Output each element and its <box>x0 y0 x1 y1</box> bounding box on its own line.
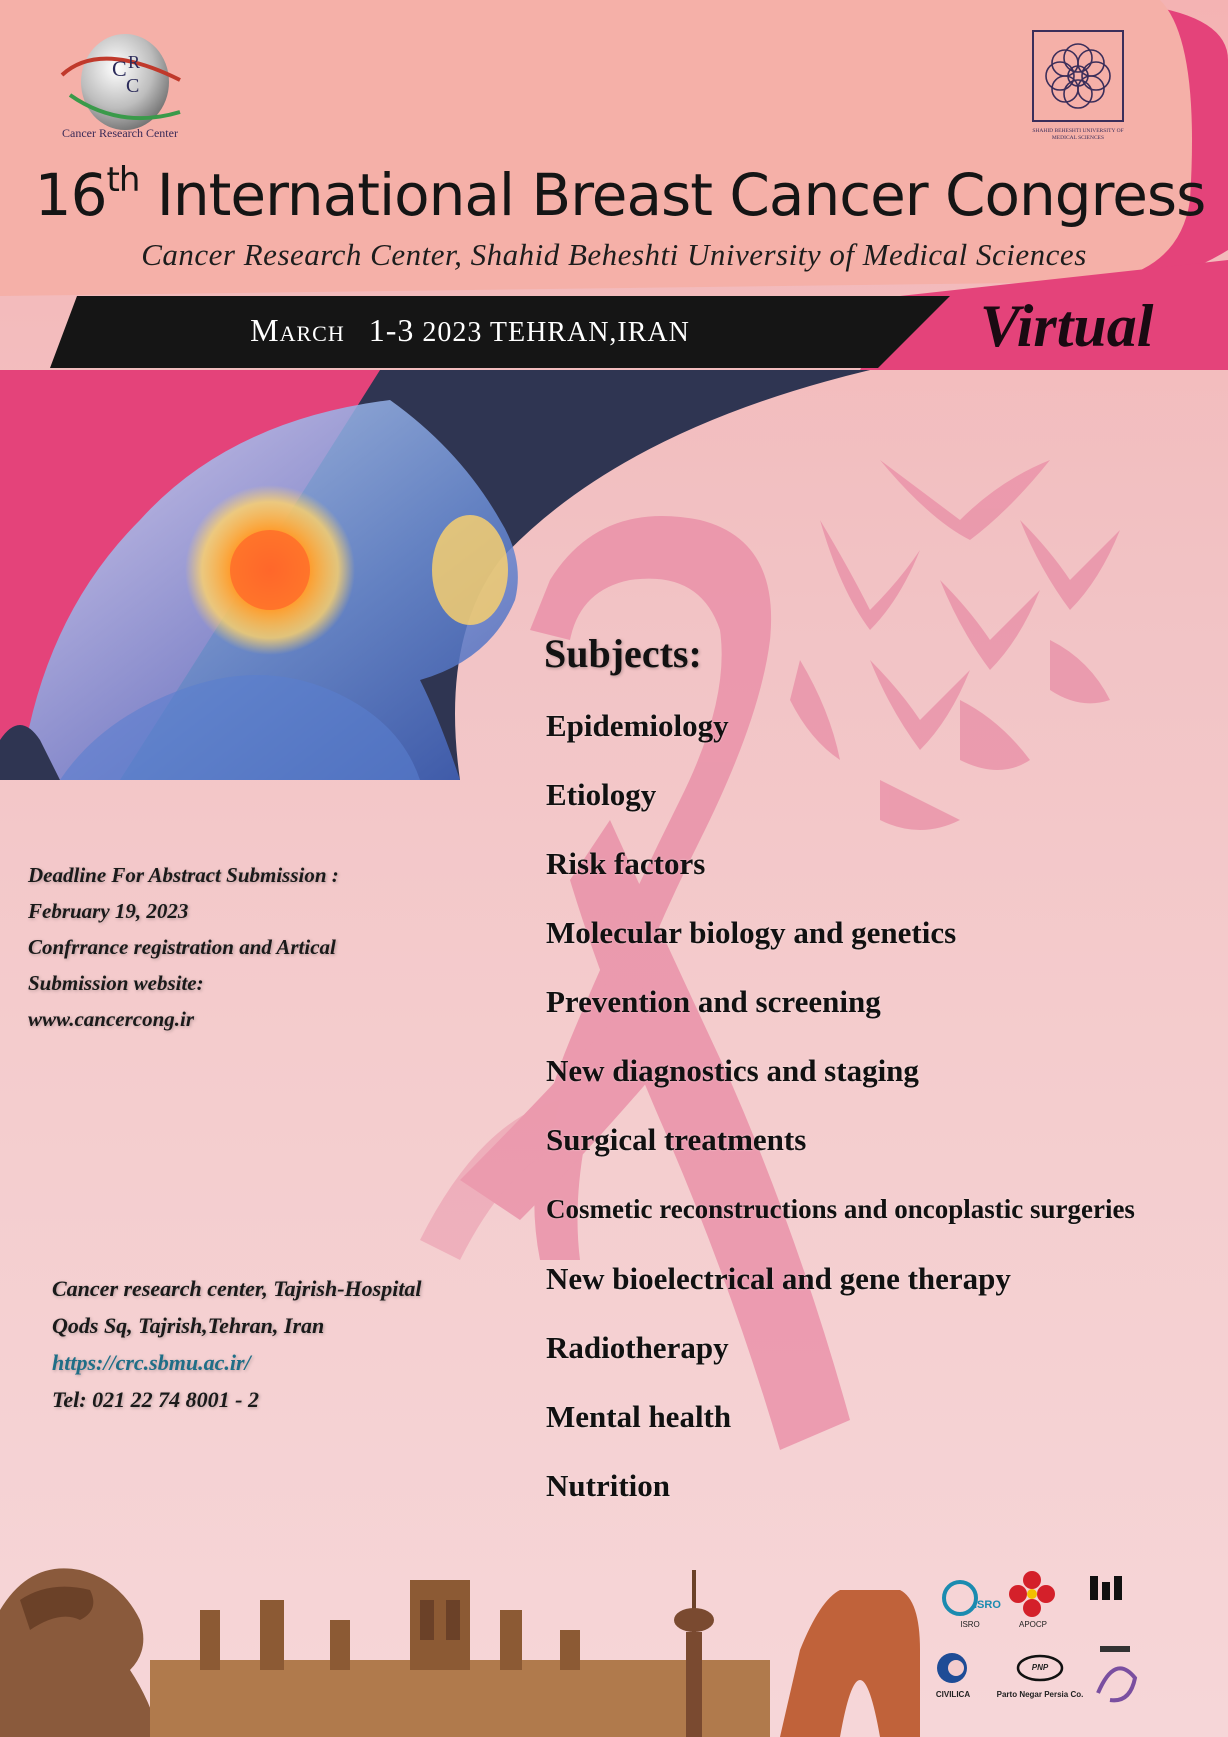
subject-item: Nutrition <box>546 1468 670 1503</box>
crc-logo <box>60 20 190 140</box>
pink-ribbon-birds <box>400 460 1220 1580</box>
date-days: 1-3 <box>368 312 415 348</box>
subject-item: Molecular biology and genetics <box>546 915 957 950</box>
deadline-date: February 19, 2023 <box>28 899 189 923</box>
sbmu-logo <box>1030 28 1126 124</box>
subject-item: Surgical treatments <box>546 1122 807 1157</box>
subject-item: Prevention and screening <box>546 984 881 1019</box>
subject-item: Etiology <box>546 777 657 812</box>
sbmu-caption: SHAHID BEHESHTI UNIVERSITY OF MEDICAL SCIENCES <box>1032 128 1124 141</box>
deadline-line: Confrrance registration and Artical <box>28 935 336 959</box>
title-number: 16 <box>34 161 107 229</box>
deadline-info <box>28 857 468 1037</box>
contact-info <box>52 1270 492 1418</box>
pnp-caption: PNP <box>1031 1663 1049 1672</box>
date-location: 2023 TEHRAN,IRAN <box>422 317 690 348</box>
subject-item: New diagnostics and staging <box>546 1053 919 1088</box>
congress-title <box>30 160 1210 229</box>
svg-text:R: R <box>128 52 141 72</box>
subject-item: New bioelectrical and gene therapy <box>546 1261 1011 1296</box>
apocp-caption: APOCP <box>1018 1620 1047 1629</box>
subject-item: Epidemiology <box>546 708 729 743</box>
svg-text:C: C <box>126 75 140 97</box>
date-month: March <box>250 312 345 348</box>
apocp-logo-icon <box>1009 1571 1055 1617</box>
virtual-label: Virtual <box>980 293 1154 359</box>
svg-text:C: C <box>112 56 127 81</box>
event-date <box>120 312 820 349</box>
subject-item: Mental health <box>546 1399 732 1434</box>
deadline-line: Submission website: <box>28 971 204 995</box>
civilica-logo-icon <box>937 1653 967 1683</box>
crc-caption: Cancer Research Center <box>62 126 178 140</box>
isro-caption: ISRO <box>960 1620 980 1629</box>
address-line: Cancer research center, Tajrish-Hospital <box>52 1276 422 1301</box>
title-main: International Breast Cancer Congress <box>139 161 1206 229</box>
crc-website-link[interactable]: https://crc.sbmu.ac.ir/ <box>52 1350 251 1375</box>
website-link[interactable]: www.cancercong.ir <box>28 1007 195 1031</box>
subject-item: Radiotherapy <box>546 1330 729 1365</box>
deadline-line: Deadline For Abstract Submission : <box>28 863 339 887</box>
persian-society-logo-icon <box>1090 1576 1122 1600</box>
civilica-caption: CIVILICA <box>935 1690 971 1699</box>
parto-caption: Parto Negar Persia Co. <box>996 1690 1084 1699</box>
subject-item: Risk factors <box>546 846 706 881</box>
congress-subtitle: Cancer Research Center, Shahid Beheshti University of Medical Sciences <box>141 237 1087 272</box>
subject-item: Cosmetic reconstructions and oncoplastic surgeries <box>546 1194 1135 1224</box>
sponsor-graphics <box>930 1568 1228 1737</box>
isro-logo-icon <box>944 1582 1001 1614</box>
telephone: Tel: 021 22 74 8001 - 2 <box>52 1387 259 1412</box>
title-suffix: th <box>106 160 140 200</box>
tehran-landmarks-illustration <box>0 1540 920 1737</box>
address-line: Qods Sq, Tajrish,Tehran, Iran <box>52 1313 325 1338</box>
subjects-heading: Subjects: <box>544 631 702 676</box>
svg-text:ISRO: ISRO <box>974 1599 1001 1611</box>
sponsor-logos <box>930 1568 1228 1737</box>
congress-logo-icon <box>1098 1646 1135 1700</box>
